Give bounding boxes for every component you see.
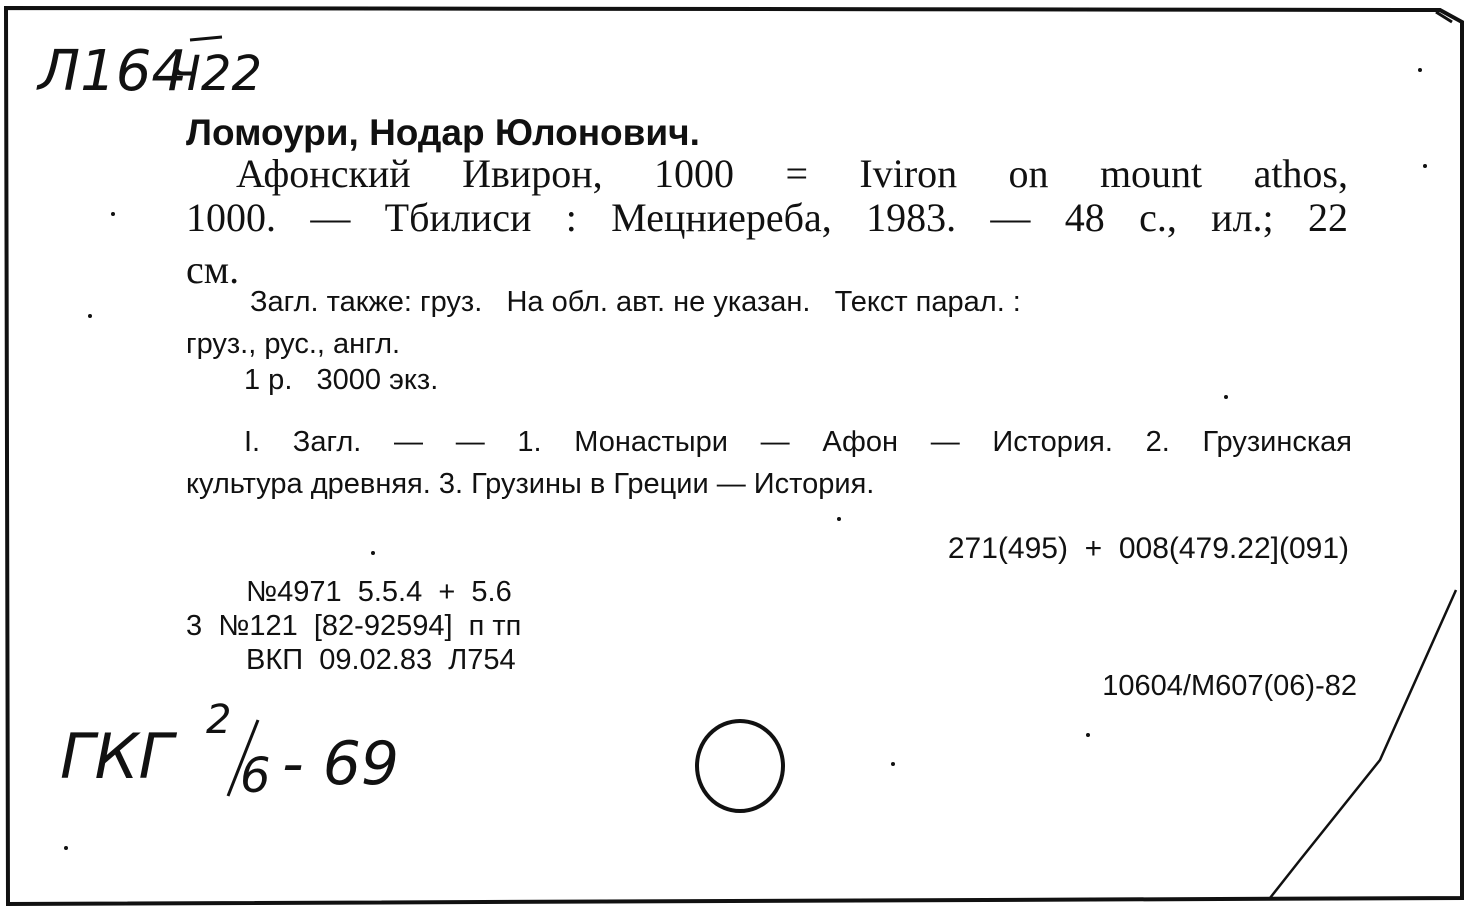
- handwritten-code-tail: - 69: [282, 729, 400, 799]
- subjects-line-1: I. Загл. — — 1. Монастыри — Афон — История. 2. Грузинская: [244, 426, 1352, 458]
- shelfmark-overline: [190, 37, 222, 40]
- code-line-1: №4971 5.5.4 + 5.6: [246, 576, 512, 608]
- title-line-2: 1000. — Тбилиси : Мецниереба, 1983. — 48 с., ил.; 22: [186, 195, 1348, 240]
- classification-index: 271(495) + 008(479.22](091): [947, 532, 1349, 565]
- price-line: 1 р. 3000 экз.: [244, 364, 439, 396]
- title-line-3: см.: [186, 247, 240, 292]
- code-line-4: 10604/М607(06)-82: [1102, 670, 1357, 702]
- note-line-1: Загл. также: груз. На обл. авт. не указан. Текст парал. :: [250, 286, 1021, 318]
- title-line-1: Афонский Ивирон, 1000 = Iviron on mount athos,: [236, 151, 1348, 196]
- subjects-line-2: культура древняя. 3. Грузины в Греции — История.: [186, 468, 875, 500]
- code-line-2: 3 №121 [82-92594] п тп: [186, 610, 522, 642]
- author-heading: Ломоури, Нодар Юлонович.: [186, 112, 700, 153]
- punch-hole: [697, 721, 783, 811]
- handwritten-fraction-numerator: 2: [206, 697, 232, 743]
- code-line-3: ВКП 09.02.83 Л754: [246, 644, 516, 676]
- handwritten-shelfmark-left: Л164: [38, 39, 187, 104]
- handwritten-fraction-denominator: 6: [240, 748, 271, 804]
- note-line-2: груз., рус., англ.: [186, 328, 401, 360]
- handwritten-code: ГКГ: [60, 720, 174, 793]
- handwritten-shelfmark-right: Ч22: [168, 46, 262, 102]
